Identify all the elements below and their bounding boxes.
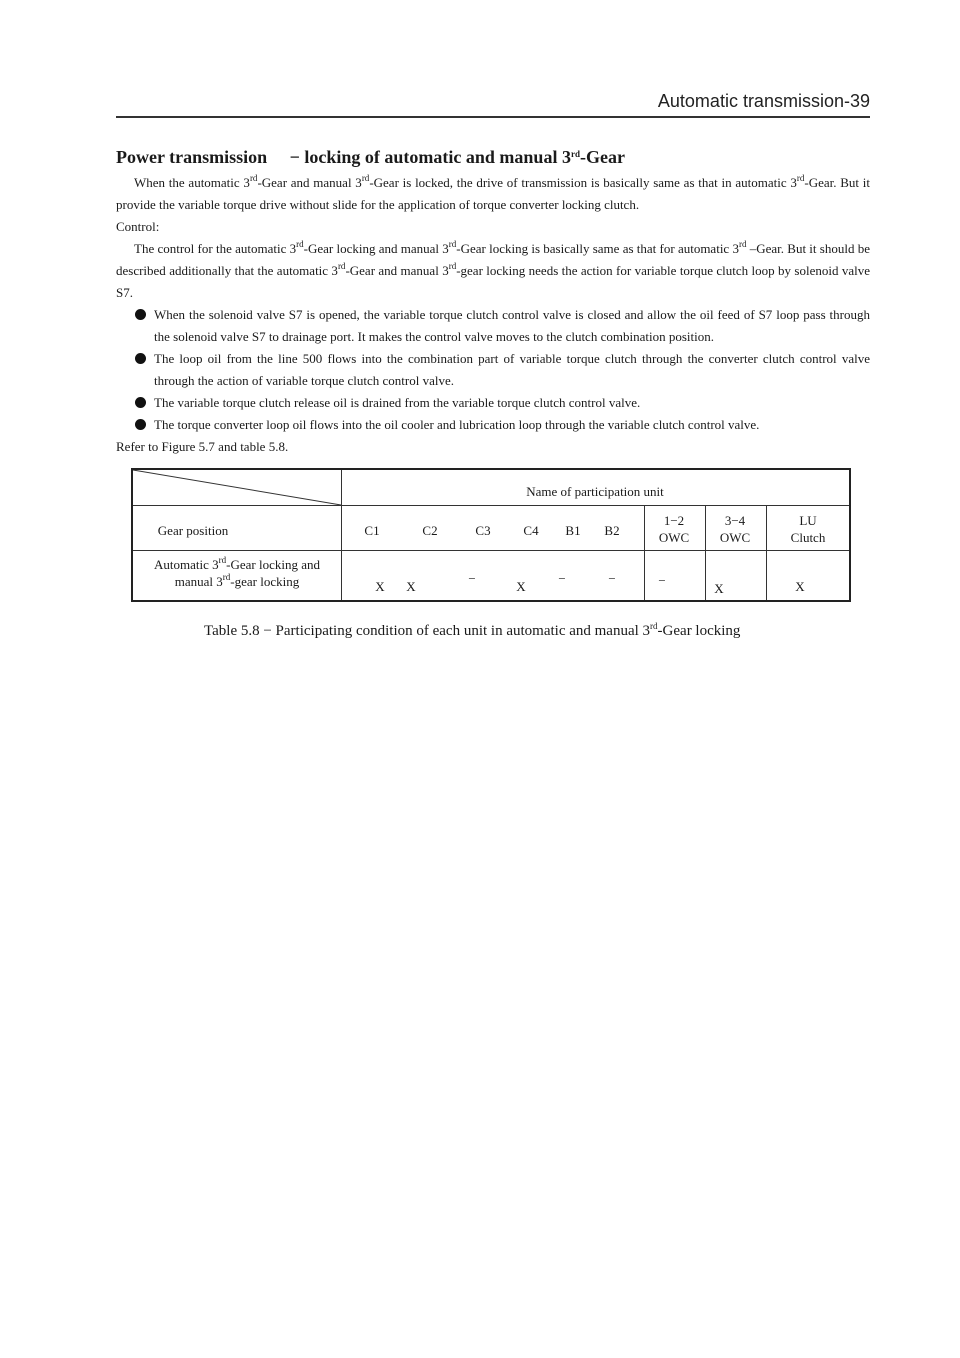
superscript: rd [249,173,258,183]
text-run: When the automatic 3 [134,175,250,190]
column-header: B1 [565,523,581,538]
table-cell: X [516,579,526,594]
bullet-text: The variable torque clutch release oil is drained from the variable torque clutch control valve. [154,395,641,410]
bullet-icon [135,419,146,430]
text-run: -Gear locking and manual 3 [303,241,449,256]
section-title-suffix: -Gear [579,147,625,167]
table-cell: − [658,573,666,588]
table-cell: X [795,579,805,594]
table-cell: X [714,581,724,596]
bullet-item [116,348,870,392]
bullet-list [116,304,870,436]
superscript: rd [361,173,370,183]
text-run: -Gear locking and [226,557,320,572]
text-run: -Gear locking is basically same as that for automatic 3 [456,241,739,256]
table-cell: − [468,571,476,586]
text-run: -Gear is locked, the drive of transmission is basically same as that in automatic 3 [369,175,797,190]
text-run: -Gear and manual 3 [345,263,449,278]
table-cell: X [406,579,416,594]
text-run: -Gear and manual 3 [257,175,362,190]
control-label: Control: [116,219,160,234]
section-title-text: Power transmission − locking of automatic and manual 3 [116,147,571,167]
column-header: LU Clutch [790,513,826,545]
text-run: -gear locking needs the action for variable torque clutch loop by solenoid valve S7. [116,263,870,300]
row-label [133,556,341,590]
text-run: Automatic 3 [154,557,219,572]
bullet-item [116,392,870,414]
section-title-sup: rd [570,149,580,159]
bullet-item [116,414,870,436]
bullet-text: The torque converter loop oil flows into the oil cooler and lubrication loop through the variable clutch control valve. [154,417,760,432]
text-run: Table 5.8 − Participating condition of each unit in automatic and manual 3 [204,623,651,639]
column-header: 3−4 OWC [719,513,751,545]
header-rule [116,116,870,118]
bullet-icon [135,397,146,408]
column-header: C1 [364,523,380,538]
superscript: rd [650,621,658,631]
body-text [116,172,870,458]
bullet-icon [135,309,146,320]
table-rule [133,505,849,506]
section-title [116,145,625,169]
text-run: –Gear. But it should be described additionally that the automatic 3 [116,241,870,278]
column-header: B2 [604,523,620,538]
column-header: C2 [422,523,438,538]
superscript: rd [448,261,457,271]
column-header: 1−2 OWC [658,513,690,545]
intro-paragraph [116,172,870,216]
control-paragraph [116,238,870,304]
text-run: -Gear locking [657,623,741,639]
table-caption [204,620,740,642]
table-cell: − [558,571,566,586]
superscript: rd [337,261,346,271]
text-run: manual 3 [174,574,223,589]
text-run: -gear locking [230,574,300,589]
bullet-icon [135,353,146,364]
table-rule [766,505,767,600]
superscript: rd [448,239,457,249]
participation-table [131,468,851,602]
table-rule [133,550,849,551]
superscript: rd [218,555,227,565]
superscript: rd [222,572,231,582]
table-cell: − [608,571,616,586]
group-header: Name of participation unit [526,484,664,499]
superscript: rd [796,173,805,183]
superscript: rd [738,239,747,249]
text-run: The control for the automatic 3 [134,241,297,256]
bullet-text: The loop oil from the line 500 flows into the combination part of variable torque clutch through the converter clutch control valve through the action of variable torque clutch control valve. [154,351,870,388]
superscript: rd [296,239,304,249]
table-cell: X [375,579,385,594]
bullet-text: When the solenoid valve S7 is opened, the variable torque clutch control valve is closed and allow the oil feed of S7 loop pass through the solenoid valve S7 to drainage port. It makes the control valve moves to the clutch combination position. [154,307,870,344]
text-run: -Gear. But it provide the variable torque drive without slide for the application of torque converter locking clutch. [116,175,870,212]
bullet-item [116,304,870,348]
refer-text: Refer to Figure 5.7 and table 5.8. [116,439,289,454]
page-header: Automatic transmission-39 [657,91,870,111]
column-header: C4 [523,523,539,538]
row-header: Gear position [157,523,229,538]
column-header: C3 [475,523,491,538]
